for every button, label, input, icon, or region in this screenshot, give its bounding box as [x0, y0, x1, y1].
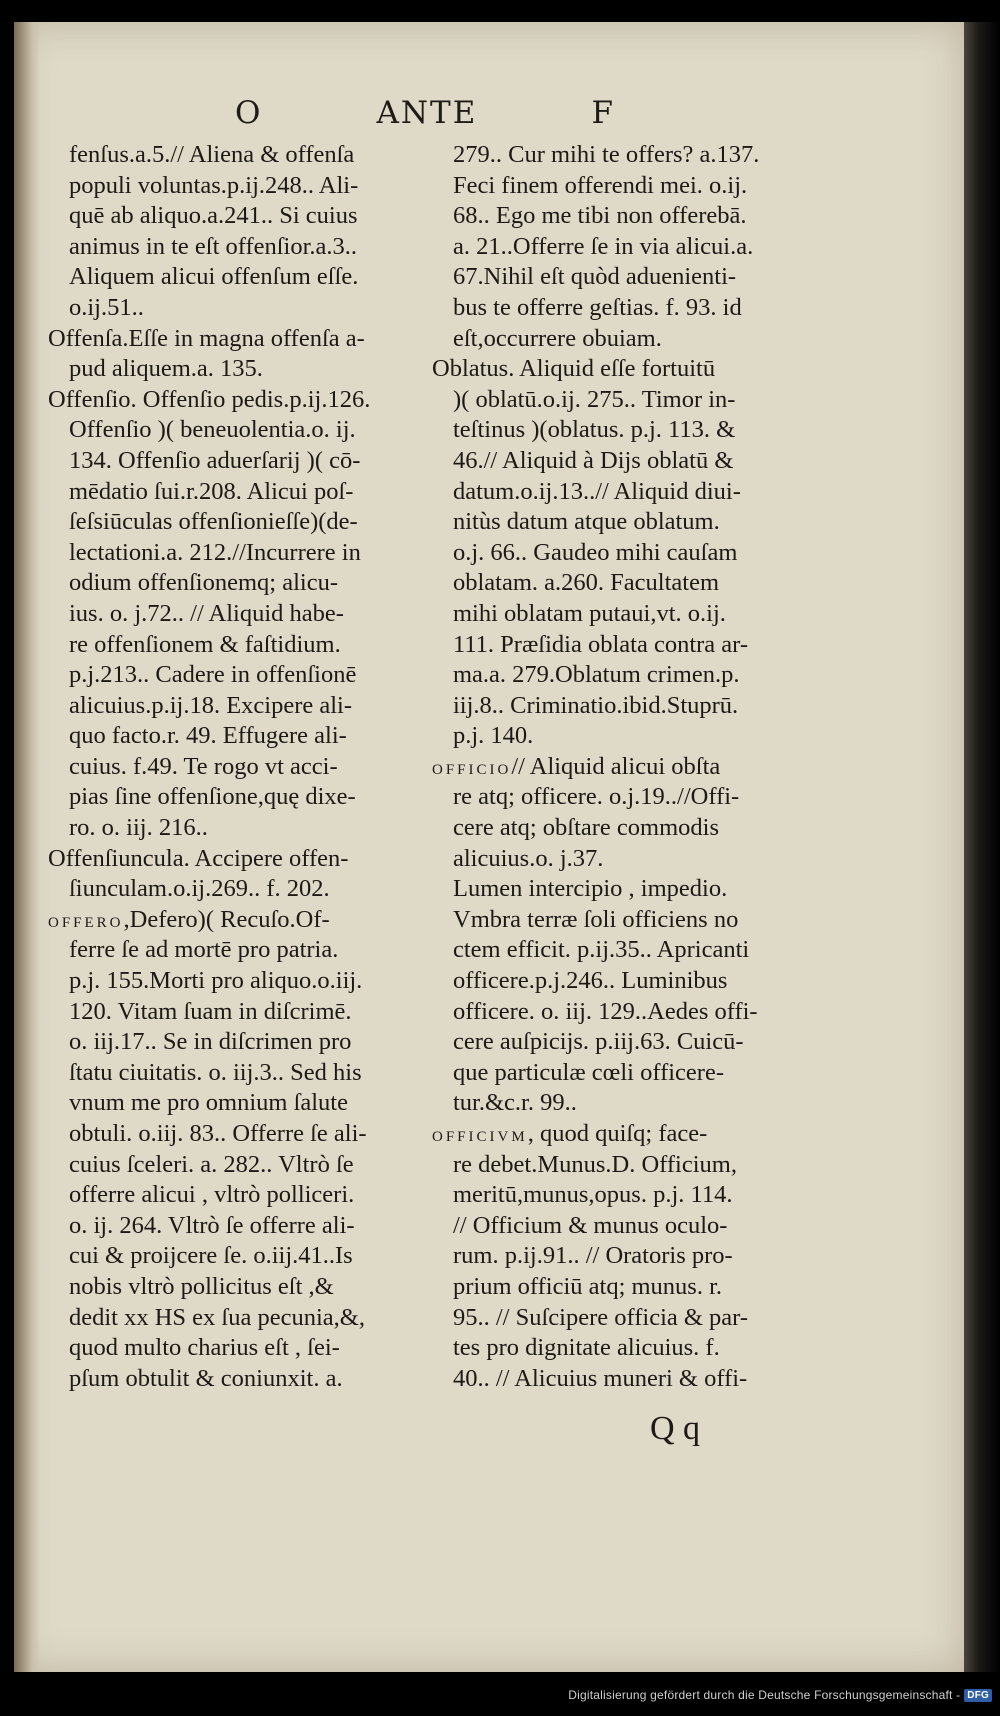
- text-line: [432, 1303, 814, 1334]
- dfg-logo: DFG: [964, 1689, 992, 1702]
- signature-mark: Q q: [650, 1410, 701, 1447]
- line-text: o.ij.51..: [69, 293, 144, 321]
- right-text-column: [432, 140, 814, 1394]
- line-text: Offenſiuncula. Accipere offen-: [48, 844, 349, 872]
- line-text: cere atq; obſtare commodis: [453, 814, 719, 842]
- line-text: datum.o.ij.13..// Aliquid diui-: [453, 477, 741, 505]
- line-text: tes pro dignitate alicuius. f.: [453, 1334, 720, 1362]
- line-text: o. iij.17.. Se in diſcrimen pro: [69, 1028, 352, 1056]
- line-text: Offenſio )( beneuolentia.o. ij.: [69, 416, 356, 444]
- line-text: cuius. f.49. Te rogo vt acci-: [69, 752, 338, 780]
- text-line: [48, 1241, 430, 1272]
- line-text: Aliquem alicui offenſum eſſe.: [69, 263, 359, 291]
- line-text: odium offenſionemq; alicu-: [69, 569, 338, 597]
- line-text: fenſus.a.5.// Aliena & offenſa: [69, 141, 355, 168]
- line-text: prium officiū atq; munus. r.: [453, 1272, 723, 1300]
- line-text: quod multo charius eſt , ſei-: [69, 1334, 340, 1362]
- text-line: [48, 293, 430, 324]
- text-line: [432, 415, 814, 446]
- line-text: ro. o. iij. 216..: [69, 814, 208, 842]
- text-line: [432, 1119, 814, 1150]
- page-binding-edge: [14, 22, 40, 1672]
- line-text: ctem efficit. p.ij.35.. Apricanti: [453, 936, 750, 964]
- line-text: alicuius.o. j.37.: [453, 844, 604, 872]
- line-text: mihi oblatam putaui,vt. o.ij.: [453, 599, 726, 627]
- line-text: obtuli. o.iij. 83.. Offerre ſe ali-: [69, 1120, 367, 1147]
- text-line: [432, 201, 814, 232]
- text-line: [432, 446, 814, 477]
- line-text: ſtatu ciuitatis. o. iij.3.. Sed his: [69, 1058, 362, 1086]
- text-line: [432, 630, 814, 661]
- line-text: pud aliquem.a. 135.: [69, 355, 263, 383]
- text-line: [48, 935, 430, 966]
- text-line: [48, 813, 430, 844]
- text-line: [48, 966, 430, 997]
- text-line: [48, 1211, 430, 1242]
- line-text: que particulæ cœli officere-: [453, 1058, 724, 1086]
- text-line: [432, 905, 814, 936]
- line-text: )( oblatū.o.ij. 275.. Timor in-: [453, 385, 736, 413]
- text-line: [432, 721, 814, 752]
- line-text: quo facto.r. 49. Effugere ali-: [69, 722, 347, 750]
- line-text: populi voluntas.p.ij.248.. Ali-: [69, 171, 359, 199]
- entry-headword: OFFICIO: [432, 761, 512, 778]
- text-line: [48, 1303, 430, 1334]
- text-line: [432, 1180, 814, 1211]
- text-line: [48, 782, 430, 813]
- line-text: Vmbra terræ ſoli officiens no: [453, 905, 739, 933]
- text-line: [432, 232, 814, 263]
- text-line: [432, 660, 814, 691]
- text-line: [432, 752, 814, 783]
- line-text: ſiunculam.o.ij.269.. f. 202.: [69, 875, 330, 903]
- text-line: [48, 446, 430, 477]
- text-line: [432, 1088, 814, 1119]
- footer-text: Digitalisierung gefördert durch die Deutsche Forschungsgemeinschaft -: [568, 1688, 961, 1702]
- line-text: // Officium & munus oculo-: [453, 1211, 728, 1239]
- line-text: animus in te eſt offenſior.a.3..: [69, 232, 358, 260]
- line-text: cui & proijcere ſe. o.iij.41..Is: [69, 1242, 353, 1270]
- text-line: [48, 844, 430, 875]
- text-line: [432, 1333, 814, 1364]
- line-text: 46.// Aliquid à Dijs oblatū &: [453, 446, 734, 474]
- text-line: [48, 1027, 430, 1058]
- text-line: [48, 1150, 430, 1181]
- left-text-column: [48, 140, 430, 1394]
- text-line: [432, 477, 814, 508]
- line-text: Oblatus. Aliquid eſſe fortuitū: [432, 355, 716, 383]
- line-text: Offenſio. Offenſio pedis.p.ij.126.: [48, 385, 371, 413]
- line-text: a. 21..Offerre ſe in via alicui.a.: [453, 232, 754, 260]
- line-text: tur.&c.r. 99..: [453, 1089, 577, 1117]
- text-line: [432, 507, 814, 538]
- text-line: [432, 997, 814, 1028]
- text-line: [48, 232, 430, 263]
- text-line: [432, 844, 814, 875]
- line-text: pias ſine offenſione,quę dixe-: [69, 783, 356, 811]
- line-text: re offenſionem & faſtidium.: [69, 630, 341, 658]
- line-text: vnum me pro omnium ſalute: [69, 1089, 348, 1117]
- text-line: [48, 660, 430, 691]
- text-line: [432, 1241, 814, 1272]
- text-line: [432, 262, 814, 293]
- line-text: 111. Præſidia oblata contra ar-: [453, 630, 749, 658]
- line-text: 68.. Ego me tibi non offerebā.: [453, 202, 747, 230]
- line-text: re atq; officere. o.j.19..//Offi-: [453, 783, 740, 811]
- text-line: [432, 1364, 814, 1395]
- entry-headword: OFFICIVM: [432, 1129, 528, 1145]
- text-line: [48, 721, 430, 752]
- text-line: [48, 324, 430, 355]
- text-line: [432, 324, 814, 355]
- text-line: [48, 171, 430, 202]
- line-text: p.j. 140.: [453, 722, 534, 750]
- line-text: iij.8.. Criminatio.ibid.Stuprū.: [453, 691, 739, 719]
- text-line: [48, 1119, 430, 1150]
- text-line: [432, 599, 814, 630]
- line-text: 134. Offenſio aduerſarij )( cō-: [69, 446, 361, 474]
- line-text: officere. o. iij. 129..Aedes offi-: [453, 997, 758, 1025]
- line-text: meritū,munus,opus. p.j. 114.: [453, 1181, 733, 1209]
- line-text: ma.a. 279.Oblatum crimen.p.: [453, 661, 740, 689]
- text-line: [48, 752, 430, 783]
- running-head-center: ANTE: [376, 95, 478, 131]
- line-text: cuius ſceleri. a. 282.. Vltrò ſe: [69, 1150, 354, 1178]
- text-line: [432, 538, 814, 569]
- text-line: [432, 293, 814, 324]
- text-line: [48, 599, 430, 630]
- line-text: ſeſsiūculas offenſionieſſe)(de-: [69, 508, 358, 536]
- text-line: [432, 385, 814, 416]
- line-text: p.j. 155.Morti pro aliquo.o.iij.: [69, 967, 363, 995]
- line-text: ferre ſe ad mortē pro patria.: [69, 936, 339, 964]
- running-head-right: F: [591, 95, 615, 131]
- line-text: // Aliquid alicui obſta: [511, 752, 721, 780]
- text-line: [48, 385, 430, 416]
- text-line: [48, 477, 430, 508]
- line-text: pſum obtulit & coniunxit. a.: [69, 1364, 343, 1392]
- text-line: [48, 354, 430, 385]
- line-text: offerre alicui , vltrò polliceri.: [69, 1181, 355, 1209]
- text-line: [432, 782, 814, 813]
- line-text: alicuius.p.ij.18. Excipere ali-: [69, 691, 353, 719]
- text-line: [48, 538, 430, 569]
- text-line: [432, 874, 814, 905]
- text-line: [48, 1180, 430, 1211]
- text-line: [48, 905, 430, 936]
- line-text: ,Defero)( Recuſo.Of-: [123, 905, 330, 933]
- text-line: [48, 1058, 430, 1089]
- running-head: [235, 95, 615, 131]
- line-text: nobis vltrò pollicitus eſt ,&: [69, 1272, 334, 1300]
- line-text: 279.. Cur mihi te offers? a.137.: [453, 141, 760, 168]
- line-text: Offenſa.Eſſe in magna offenſa a-: [48, 324, 365, 352]
- text-line: [48, 1088, 430, 1119]
- text-line: [432, 1211, 814, 1242]
- text-line: [432, 1027, 814, 1058]
- text-line: [432, 813, 814, 844]
- line-text: bus te offerre geſtias. f. 93. id: [453, 293, 742, 321]
- text-line: [48, 507, 430, 538]
- text-line: [48, 568, 430, 599]
- line-text: 40.. // Alicuius muneri & offi-: [453, 1364, 748, 1392]
- text-line: [48, 201, 430, 232]
- text-line: [48, 415, 430, 446]
- text-line: [432, 140, 814, 171]
- line-text: , quod quiſq; face-: [527, 1120, 708, 1147]
- text-line: [432, 171, 814, 202]
- footer-credit: [568, 1688, 992, 1702]
- line-text: rum. p.ij.91.. // Oratoris pro-: [453, 1242, 733, 1270]
- text-line: [48, 1364, 430, 1395]
- line-text: teſtinus )(oblatus. p.j. 113. &: [453, 416, 736, 444]
- line-text: Lumen intercipio , impedio.: [453, 875, 728, 903]
- text-line: [48, 997, 430, 1028]
- line-text: re debet.Munus.D. Officium,: [453, 1150, 737, 1178]
- line-text: p.j.213.. Cadere in offenſionē: [69, 661, 357, 689]
- text-line: [432, 1058, 814, 1089]
- line-text: Feci finem offerendi mei. o.ij.: [453, 171, 748, 199]
- text-line: [48, 1272, 430, 1303]
- text-line: [48, 874, 430, 905]
- text-line: [432, 568, 814, 599]
- text-line: [432, 935, 814, 966]
- text-line: [432, 691, 814, 722]
- text-line: [432, 966, 814, 997]
- text-line: [48, 630, 430, 661]
- scan-background-edge: [964, 22, 1000, 1672]
- line-text: cere auſpicijs. p.iij.63. Cuicū-: [453, 1028, 744, 1056]
- text-line: [432, 1272, 814, 1303]
- line-text: 120. Vitam ſuam in diſcrimē.: [69, 997, 352, 1025]
- line-text: o. ij. 264. Vltrò ſe offerre ali-: [69, 1211, 355, 1239]
- text-line: [48, 691, 430, 722]
- line-text: lectationi.a. 212.//Incurrere in: [69, 538, 361, 566]
- running-head-left: O: [235, 95, 263, 131]
- line-text: o.j. 66.. Gaudeo mihi cauſam: [453, 538, 738, 566]
- line-text: quē ab aliquo.a.241.. Si cuius: [69, 202, 358, 230]
- line-text: dedit xx HS ex ſua pecunia,&,: [69, 1303, 365, 1331]
- text-line: [432, 354, 814, 385]
- entry-headword: OFFERO: [48, 914, 124, 931]
- text-line: [48, 1333, 430, 1364]
- line-text: nitùs datum atque oblatum.: [453, 508, 720, 536]
- line-text: 67.Nihil eſt quòd aduenienti-: [453, 263, 737, 291]
- line-text: ius. o. j.72.. // Aliquid habe-: [69, 599, 344, 627]
- text-line: [48, 262, 430, 293]
- line-text: oblatam. a.260. Facultatem: [453, 569, 720, 597]
- line-text: eſt,occurrere obuiam.: [453, 324, 662, 352]
- line-text: officere.p.j.246.. Luminibus: [453, 967, 728, 995]
- text-line: [48, 140, 430, 171]
- line-text: mēdatio ſui.r.208. Alicui poſ-: [69, 477, 354, 505]
- text-line: [432, 1150, 814, 1181]
- line-text: 95.. // Suſcipere officia & par-: [453, 1303, 749, 1331]
